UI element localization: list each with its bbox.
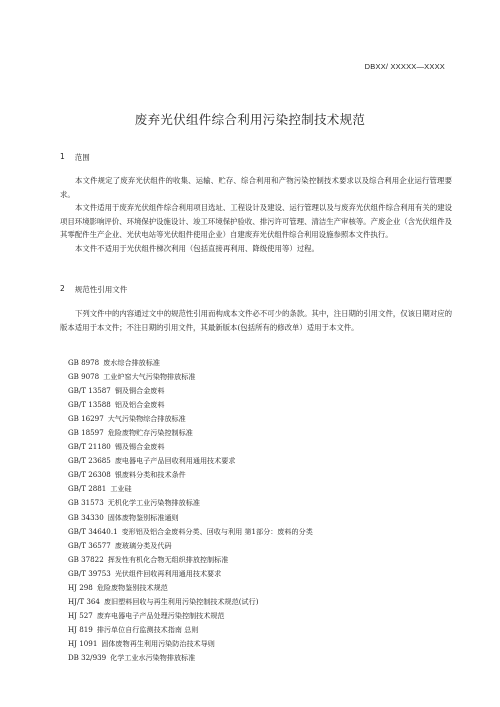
reference-name: 固体废物鉴别标准通则: [107, 512, 179, 522]
reference-item: [68, 553, 313, 567]
paragraph: 本文件规定了废弃光伏组件的收集、运输、贮存、综合利用和产物污染控制技术要求以及综合利用企业运行管理要求。: [60, 176, 452, 199]
reference-item: [68, 651, 313, 665]
reference-name: 废旧塑料回收与再生利用污染控制技术规范(试行): [103, 596, 259, 606]
reference-item: [68, 609, 313, 623]
reference-code: GB 16297: [68, 414, 104, 424]
reference-item: [68, 468, 313, 482]
reference-item: [68, 398, 313, 412]
reference-code: GB/T 13588: [68, 400, 111, 410]
reference-item: [68, 370, 313, 384]
reference-name: 排污单位自行监测技术指南 总则: [96, 624, 199, 634]
reference-name: 无机化学工业污染物排放标准: [107, 498, 200, 508]
paragraph: 本文件不适用于光伏组件梯次利用（包括直接再利用、降级使用等）过程。: [75, 243, 319, 253]
document-code: DBXX/ XXXXX—XXXX: [364, 62, 445, 71]
reference-name: 危险废物鉴别技术规范: [96, 582, 168, 592]
reference-name: 危险废物贮存污染控制标准: [107, 428, 193, 438]
reference-name: 挥发性有机化合物无组织排放控制标准: [107, 554, 229, 564]
section-2-intro: [60, 307, 452, 334]
reference-code: GB/T 36577: [68, 540, 111, 550]
reference-name: 固体废物再生利用污染防治技术导则: [101, 638, 215, 648]
reference-code: GB 18597: [68, 428, 104, 438]
reference-name: 化学工业水污染物排放标准: [110, 652, 196, 662]
reference-name: 铝及铝合金废料: [114, 400, 165, 410]
reference-code: GB/T 26308: [68, 470, 111, 480]
reference-code: HJ 1091: [68, 638, 98, 648]
reference-item: [68, 482, 313, 496]
section-title: 范围: [74, 153, 90, 162]
reference-item: [68, 412, 313, 426]
reference-name: 变形铝及铝合金废料分类、回收与利用 第1部分：废料的分类: [121, 526, 313, 536]
reference-code: GB/T 39753: [68, 568, 111, 578]
reference-item: [68, 496, 313, 510]
paragraph: 下列文件中的内容通过文中的规范性引用而构成本文件必不可少的条款。其中，注日期的引用文件，仅该日期对应的版本适用于本文件；不注日期的引用文件，其最新版本(包括所有的修改单）适用于本文件。: [60, 309, 452, 332]
reference-code: GB 37822: [68, 554, 104, 564]
reference-code: HJ/T 364: [68, 596, 100, 606]
section-2-heading: [60, 284, 127, 295]
reference-item: [68, 623, 313, 637]
reference-item: [68, 637, 313, 651]
reference-item: [68, 581, 313, 595]
section-number: 1: [60, 152, 65, 161]
reference-code: GB/T 21180: [68, 442, 111, 452]
reference-name: 大气污染物综合排放标准: [107, 414, 186, 424]
reference-code: HJ 527: [68, 610, 93, 620]
section-1-body: [60, 174, 452, 256]
reference-name: 工业硅: [110, 484, 132, 494]
reference-code: GB 8978: [68, 358, 100, 367]
reference-name: 废水综合排放标准: [103, 358, 160, 367]
section-title: 规范性引用文件: [74, 285, 128, 294]
reference-item: [68, 356, 313, 370]
reference-name: 废弃电器电子产品处理污染控制技术规范: [96, 610, 225, 620]
reference-code: GB/T 23685: [68, 456, 111, 466]
reference-list: [68, 356, 313, 665]
reference-item: [68, 525, 313, 539]
reference-name: 废电器电子产品回收利用通用技术要求: [114, 456, 236, 466]
reference-name: 废玻璃分类及代码: [114, 540, 172, 550]
document-title: 废弃光伏组件综合利用污染控制技术规范: [134, 112, 366, 127]
reference-code: GB/T 2881: [68, 484, 107, 494]
reference-name: 工业炉窑大气污染物排放标准: [103, 372, 196, 382]
reference-item: [68, 440, 313, 454]
reference-code: GB/T 34640.1: [68, 526, 118, 536]
reference-code: GB/T 13587: [68, 386, 111, 396]
reference-item: [68, 384, 313, 398]
reference-code: GB 9078: [68, 372, 100, 382]
section-1-heading: [60, 152, 90, 163]
section-number: 2: [60, 284, 65, 293]
reference-name: 铜及铜合金废料: [114, 386, 165, 396]
reference-code: GB 34330: [68, 512, 104, 522]
reference-code: HJ 819: [68, 624, 93, 634]
reference-item: [68, 539, 313, 553]
reference-name: 银废料分类和技术条件: [114, 470, 186, 480]
reference-code: HJ 298: [68, 582, 93, 592]
reference-item: [68, 511, 313, 525]
reference-item: [68, 567, 313, 581]
reference-name: 锡及锡合金废料: [114, 442, 165, 452]
paragraph: 本文件适用于废弃光伏组件综合利用项目选址、工程设计及建设、运行管理以及与废弃光伏组件综合利用有关的建设项目环境影响评价、环境保护设施设计、竣工环境保护验收、排污许可管理、清洁生产审核等。产废企业（含光伏组件及其零配件生产企业、光伏电站等光伏组件使用企业）自建废弃光伏组件综合利用设施参照本文件执行。: [60, 203, 452, 240]
reference-item: [68, 426, 313, 440]
reference-code: GB 31573: [68, 498, 104, 508]
reference-name: 光伏组件回收再利用通用技术要求: [114, 568, 222, 578]
reference-code: DB 32/939: [68, 652, 107, 662]
reference-item: [68, 595, 313, 609]
reference-item: [68, 454, 313, 468]
